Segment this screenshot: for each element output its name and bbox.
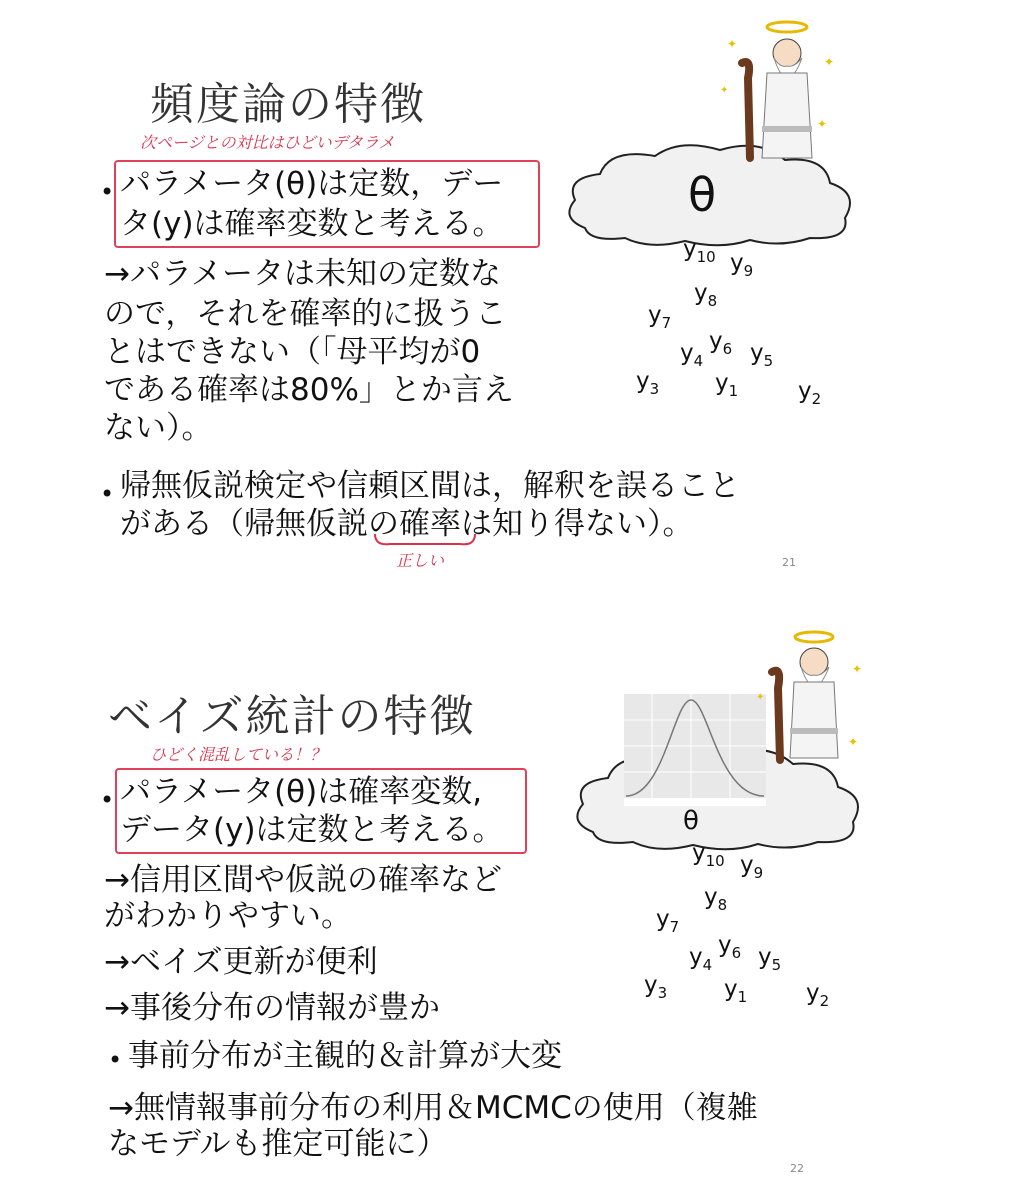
slide22-bullet1-line1: パラメータ(θ)は確率変数,	[120, 774, 483, 810]
bullet-dot: •	[100, 786, 115, 814]
slide21-bullet2-line1: 帰無仮説検定や信頼区間は，解釈を誤ること	[120, 468, 740, 504]
slide21-title: 頻度論の特徴	[150, 79, 426, 130]
y-label: $y_{10}$	[692, 840, 725, 870]
y-label: $y_6$	[709, 328, 733, 358]
y-label: $y_4$	[689, 944, 713, 974]
slide21-arrow-line: である確率は80%」とか言え	[104, 372, 514, 408]
slide21-cloud-theta: θ	[688, 168, 717, 222]
svg-text:✦: ✦	[852, 662, 863, 676]
y-label: $y_6$	[718, 932, 742, 962]
slide22-line: →ベイズ更新が便利	[104, 944, 378, 980]
slide22-bullet2: 事前分布が主観的＆計算が大変	[128, 1038, 562, 1074]
y-label: $y_5$	[750, 340, 774, 370]
y-label: $y_9$	[730, 250, 754, 280]
y-label: $y_{10}$	[683, 236, 716, 266]
bullet-dot: •	[100, 178, 115, 206]
normal-distribution-plot	[624, 694, 766, 806]
y-label: $y_3$	[644, 972, 668, 1002]
slide21-annotation-top: 次ページとの対比はひどいデタラメ	[140, 133, 395, 152]
slide22-last-line1: →無情報事前分布の利用＆MCMCの使用（複雑	[108, 1090, 758, 1126]
svg-text:✦: ✦	[756, 692, 765, 703]
slide21-annotation-bottom: 正しい	[396, 551, 445, 570]
slide21-arrow-line: ない）。	[104, 410, 213, 446]
sage-god-icon	[712, 18, 842, 168]
slide21-bullet1-line2: タ(y)は確率変数と考える。	[120, 206, 504, 242]
slide22-line: がわかりやすい。	[104, 898, 352, 934]
y-label: $y_8$	[704, 884, 728, 914]
y-label: $y_1$	[724, 976, 748, 1006]
svg-text:✦: ✦	[848, 735, 859, 749]
sage-god-icon	[752, 628, 872, 768]
svg-text:✦: ✦	[727, 37, 738, 51]
slide22-title: ベイズ統計の特徴	[108, 691, 476, 742]
y-label: $y_5$	[758, 944, 782, 974]
bullet-dot: •	[100, 480, 115, 508]
slide22-line: →事後分布の情報が豊か	[104, 990, 440, 1026]
y-label: $y_1$	[715, 370, 739, 400]
y-label: $y_2$	[806, 980, 830, 1010]
slide22-bullet1-line2: データ(y)は定数と考える。	[120, 812, 504, 848]
y-label: $y_8$	[694, 280, 718, 310]
slide21-arrow-line: とはできない（「母平均が0	[104, 334, 481, 370]
y-label: $y_7$	[656, 906, 680, 936]
slide22-last-line2: なモデルも推定可能に）	[108, 1126, 448, 1162]
svg-text:✦: ✦	[720, 85, 729, 96]
slide21-bullet1-line1: パラメータ(θ)は定数，デー	[120, 166, 504, 202]
slide21-page-number: 21	[782, 556, 796, 569]
y-label: $y_2$	[798, 378, 822, 408]
slide22-page-number: 22	[790, 1162, 804, 1175]
slide22-cloud-theta: θ	[683, 806, 699, 836]
svg-text:✦: ✦	[817, 117, 828, 131]
slide21-arrow-line: ので，それを確率的に扱うこ	[104, 296, 507, 332]
slide22-line: →信用区間や仮説の確率など	[104, 862, 502, 898]
y-label: $y_3$	[636, 368, 660, 398]
slide21-arrow-line: →パラメータは未知の定数な	[104, 256, 502, 292]
svg-text:✦: ✦	[824, 55, 835, 69]
bullet-dot: •	[108, 1046, 123, 1074]
y-label: $y_7$	[648, 302, 672, 332]
y-label: $y_9$	[740, 852, 764, 882]
y-label: $y_4$	[680, 340, 704, 370]
slide21-bullet2-line2: がある（帰無仮説の確率は知り得ない）。	[120, 506, 694, 542]
slide22-annotation-top: ひどく混乱している！？	[150, 745, 327, 764]
